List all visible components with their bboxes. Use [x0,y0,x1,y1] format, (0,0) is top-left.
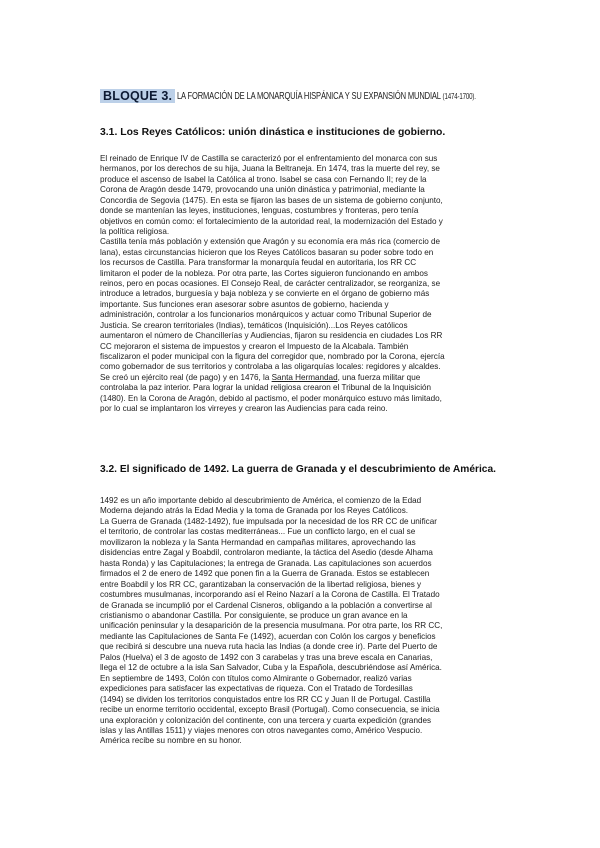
body-text-line: cristianismo o abandonar Castilla. Por consiguiente, se produce un gran avance en la [100,610,408,620]
body-text-line: llega el 12 de octubre a la isla San Salvador, Cuba y la Española, descubriéndose así América. [100,663,442,673]
block-years: (1474-1700). [442,91,477,101]
body-text-line: mediante las Capitulaciones de Santa Fe (1492), acuerdan con Colón los cargos y beneficios [100,631,436,641]
body-text-line: expediciones para satisfacer las expectativas de riqueza. Con el Tratado de Tordesillas [100,684,413,694]
body-text-line: Concordia de Segovia (1475). En esta se fijaron las bases de un sistema de gobierno conjunto, [100,195,443,205]
block-header [100,89,540,103]
body-text-line: limitaron el poder de la nobleza. Por otra parte, las Cortes siguieron funcionando en ambos [100,268,428,278]
body-text-line: 1492 es un año importante debido al descubrimiento de América, el comienzo de la Edad [100,496,422,505]
body-text-line: objetivos en común como: el fortalecimiento de la autoridad real, la modernización del Estado y [100,216,443,226]
body-text-line: fiscalizaron el poder municipal con la figura del corregidor que, nombrado por la Corona, ejercía [100,352,445,362]
block-title-text: LA FORMACIÓN DE LA MONARQUÍA HISPÁNICA Y SU EXPANSIÓN MUNDIAL [177,90,441,102]
body-text-line: lana), estas circunstancias hicieron que los Reyes Católicos basaran su poder sobre todo en [100,247,434,257]
body-text-line: aumentaron el número de Chancillerías y Audiencias, fijaron su residencia en ciudades Los RR [100,331,443,341]
section-2-body [100,496,540,747]
body-text-line: islas y las Antillas 1511) y viajes menores con otros navegantes como, Américo Vespucio. [100,725,423,735]
body-text-line: administración, controlar a los funcionarios monárquicos y actuar como Tribunal Superior de [100,310,432,320]
body-text-line: CC mejoraron el sistema de impuestos y crearon el Impuesto de la Alcabala. También [100,341,409,351]
body-text-line: importante. Sus funciones eran asesorar sobre asuntos de gobierno, hacienda y [100,299,389,309]
body-text-line: Palos (Huelva) el 3 de agosto de 1492 con 3 carabelas y tras una breve escala en Canarias, [100,652,433,662]
body-text-line: como gobernador de sus territorios y controlaba a las oligarquías locales: regidores y alcaldes. [100,362,441,372]
body-text-line: Justicia. Se crearon territoriales (Indias), temáticos (Inquisición)...Los Reyes católicos [100,320,408,330]
block-title [177,89,476,103]
body-text-line: la política religiosa. [100,226,170,236]
body-text-line: produce el ascenso de Isabel la Católica al trono. Isabel se casa con Fernando II; rey de la [100,174,427,184]
body-text-line: América recibe su nombre en su honor. [100,736,242,746]
body-text-line: Corona de Aragón desde 1479, provocando una unión dinástica y patrimonial, mediante la [100,185,425,195]
body-text-line: hasta Ronda) y las Capitulaciones; la entrega de Granada. Las capitulaciones son acuerdos [100,558,432,568]
section-1-heading: 3.1. Los Reyes Católicos: unión dinástica e instituciones de gobierno. [100,127,446,138]
body-text-line: hermanos, por los derechos de su hija, Juana la Beltraneja. En 1474, tras la muerte del rey, se [100,164,440,174]
section-2-heading: 3.2. El significado de 1492. La guerra de Granada y el descubrimiento de América. [100,464,496,475]
body-text-line: disidencias entre Zagal y Boabdil, controlaron mediante, la táctica del Asedio (desde Alhama [100,548,433,558]
body-text-line: firmados el 2 de enero de 1492 que ponen fin a la Guerra de Granada. Estos se establecen [100,569,430,579]
body-text-line: costumbres musulmanas, incorporando así el Reino Nazarí a la Corona de Castilla. El Tratado [100,590,440,600]
body-text-line: donde se mantenían las leyes, instituciones, lenguas, costumbres y fronteras, pero tenía [100,206,419,216]
santa-hermandad-link[interactable]: Santa Hermandad [271,372,338,382]
body-text-line: los recursos de Castilla. Para transformar la monarquía feudal en autoritaria, los RR CC [100,258,417,268]
body-text-line: entre Boabdil y los RR CC, garantizaban la conservación de la libertad religiosa, bienes y [100,579,422,589]
line-segment: , una fuerza militar que [337,372,421,382]
body-text-line: recibe un enorme territorio occidental, excepto Brasil (Portugal). Como consecuencia, se inicia [100,705,440,715]
body-text-line: movilizaron la nobleza y la Santa Hermandad en campañas militares, aprovechando las [100,537,416,547]
body-text-line: introduce a letrados, burguesía y baja nobleza y se convierte en el órgano de gobierno más [100,289,430,299]
body-text-line: de Granada se incumplió por el Cardenal Cisneros, obligando a la población a convertirse al [100,600,432,610]
body-text-line: Moderna dejando atrás la Edad Media y la toma de Granada por los Reyes Católicos. [100,506,409,516]
body-text-line: (1494) se dividen los territorios conquistados entre los RR CC y Juan II de Portugal. Castilla [100,694,431,704]
body-text-line: controlaba la paz interior. Para lograr la unidad religiosa crearon el Tribunal de la Inquisición [100,383,432,393]
body-text-line: el territorio, de controlar las costas mediterráneas... Fue un conflicto largo, en el cual se [100,527,416,537]
body-text-line: Castilla tenía más población y extensión que Aragón y su economía era más rica (comercio de [100,237,441,247]
body-text-line [100,373,540,383]
body-text-line: reinos, pero en pocas ocasiones. El Consejo Real, de carácter centralizador, se reorganiza, se [100,279,441,289]
body-text-line: (1480). En la Corona de Aragón, debido al pactismo, el poder monárquico estuvo más limitado, [100,393,442,403]
body-text-line: unificación peninsular y la desaparición de la presencia musulmana. Por otra parte, los RR CC, [100,621,443,631]
body-text-line: que recibirá si descubre una nueva ruta hacia las Indias (a donde cree ir). Parte del Puerto de [100,642,438,652]
line-segment: Se creó un ejército real (de pago) y en 1476, la [100,372,272,382]
body-text-line: una exploración y colonización del continente, con una tercera y cuarta expedición (grandes [100,715,432,725]
body-text-line: por lo cual se implantaron los virreyes y crearon las Audiencias para cada reino. [100,404,388,414]
block-badge: BLOQUE 3. [100,89,175,103]
body-text-line: En septiembre de 1493, Colón con títulos como Almirante o Gobernador, realizó varias [100,673,412,683]
body-text-line: El reinado de Enrique IV de Castilla se caracterizó por el enfrentamiento del monarca con sus [100,154,438,163]
body-text-line: La Guerra de Granada (1482-1492), fue impulsada por la necesidad de los RR CC de unificar [100,516,437,526]
section-1-body [100,154,540,415]
